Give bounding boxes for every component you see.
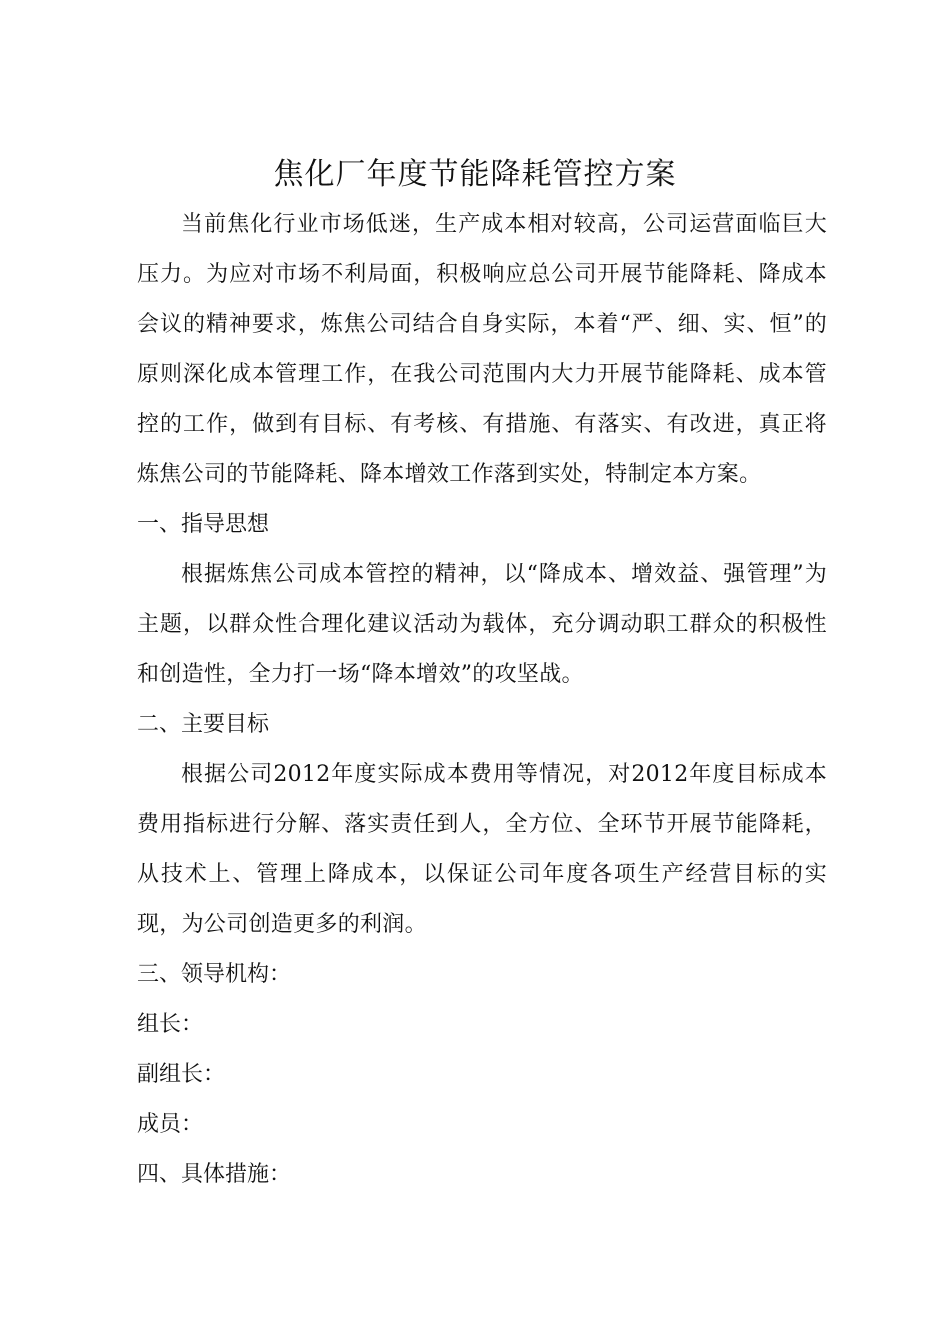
- section-text-guiding-ideology: 根据炼焦公司成本管控的精神，以“降成本、增效益、强管理”为主题，以群众性合理化建议活动为载体，充分调动职工群众的积极性和创造性，全力打一场“降本增效”的攻坚战。: [137, 562, 827, 687]
- leadership-leader: 组长：: [137, 1012, 204, 1037]
- leadership-deputy: 副组长：: [137, 1062, 226, 1087]
- section-text-main-goals: 根据公司2012年度实际成本费用等情况，对2012年度目标成本费用指标进行分解、落实责任到人，全方位、全环节开展节能降耗，从技术上、管理上降成本，以保证公司年度各项生产经营目标的实现，为公司创造更多的利润。: [137, 762, 827, 937]
- intro-paragraph: 当前焦化行业市场低迷，生产成本相对较高，公司运营面临巨大压力。为应对市场不利局面，积极响应总公司开展节能降耗、降成本会议的精神要求，炼焦公司结合自身实际，本着“严、细、实、恒”的原则深化成本管理工作，在我公司范围内大力开展节能降耗、成本管控的工作，做到有目标、有考核、有措施、有落实、有改进，真正将炼焦公司的节能降耗、降本增效工作落到实处，特制定本方案。: [137, 212, 827, 487]
- section-heading-guiding-ideology: 一、指导思想: [137, 512, 270, 537]
- document-body: [137, 200, 827, 1200]
- leadership-members: 成员：: [137, 1112, 204, 1137]
- section-heading-main-goals: 二、主要目标: [137, 712, 270, 737]
- document-title: 焦化厂年度节能降耗管控方案: [273, 157, 677, 192]
- section-heading-leadership: 三、领导机构：: [137, 962, 292, 987]
- section-heading-measures: 四、具体措施：: [137, 1162, 292, 1187]
